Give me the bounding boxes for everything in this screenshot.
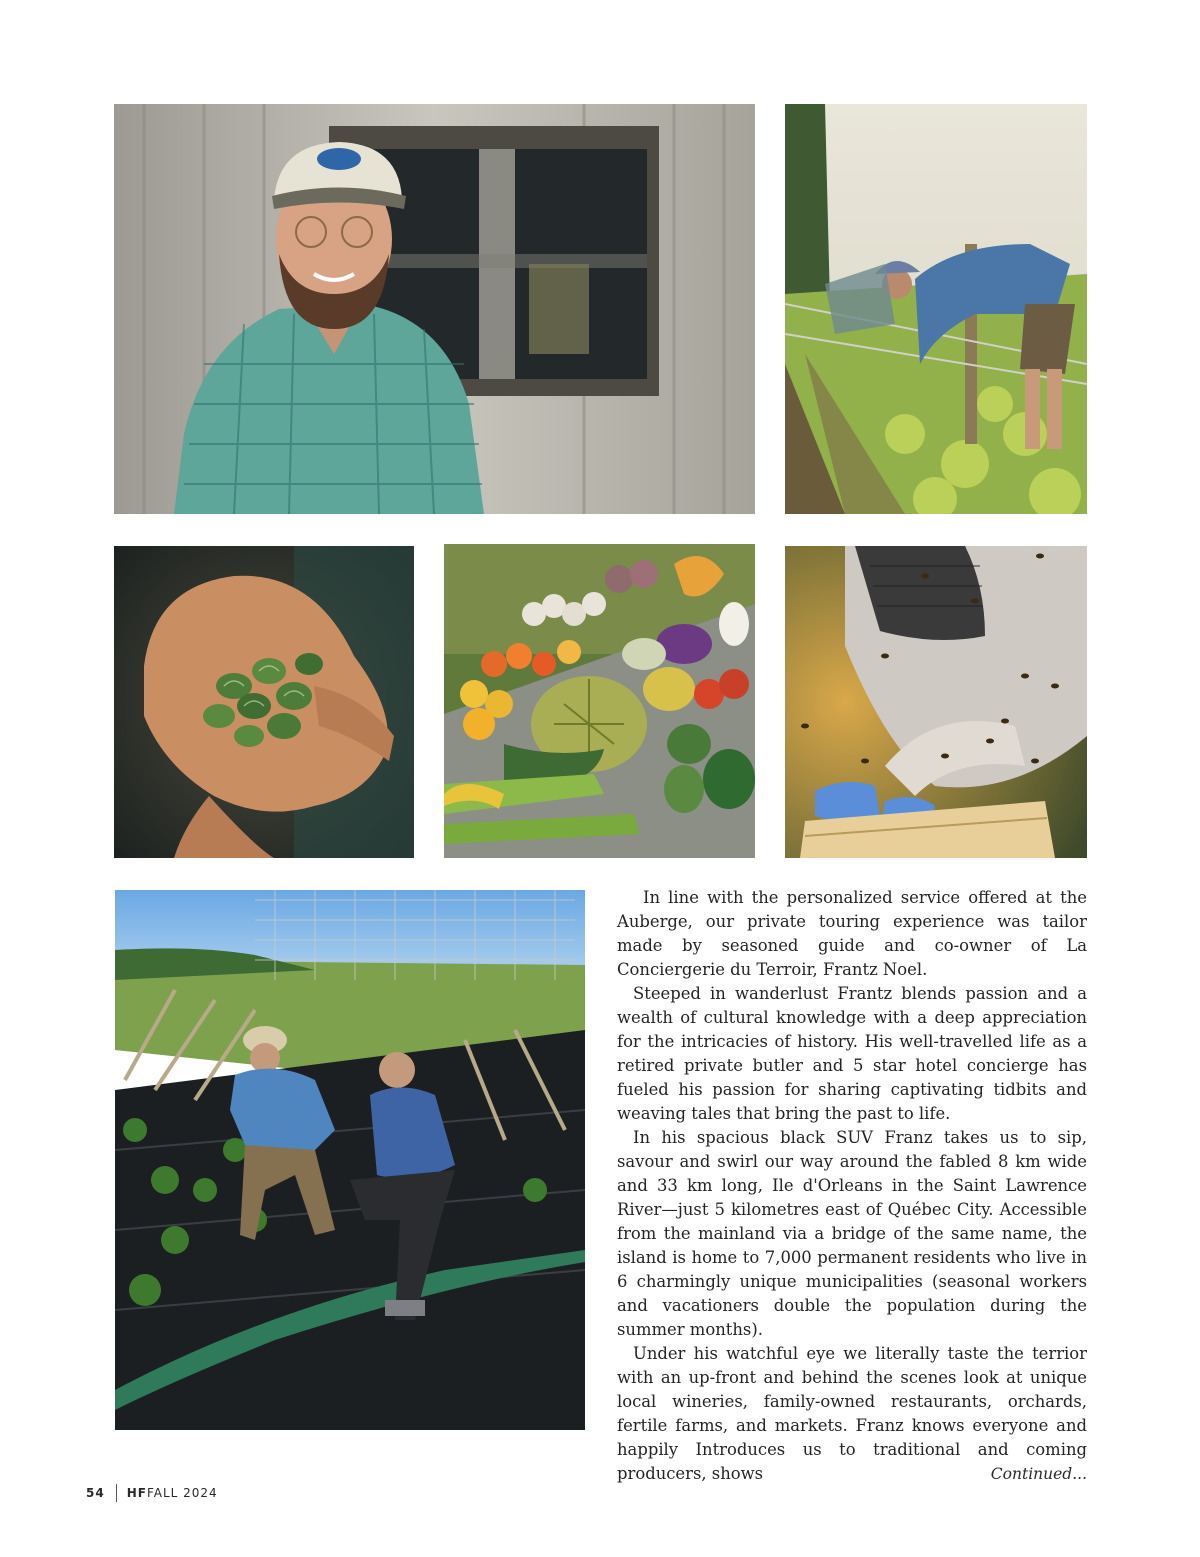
paragraph: In line with the personalized service offered at the Auberge, our private touring experience was tailor made by seasoned guide and co-owner of La Conciergerie du Terroir, Frantz Noel. bbox=[617, 888, 1087, 979]
photo-cucamelons-in-hand bbox=[114, 546, 414, 858]
paragraph: Steeped in wanderlust Frantz blends passion and a wealth of cultural knowledge with a deep appreciation for the intricacies of history. His well-travelled life as a retired private butler and 5 star hotel concierge has fueled his passion for sharing captivating tidbits and weaving tales that bring the past to life. bbox=[617, 984, 1087, 1123]
paragraph: Under his watchful eye we literally taste the terrior with an up-front and behind the scenes look at unique local wineries, family-owned restaurants, orchards, fertile farms, and markets. Franz knows everyone and happily Introduces us to traditional and coming producers, shows bbox=[617, 1344, 1087, 1483]
paragraph: In his spacious black SUV Franz takes us to sip, savour and swirl our way around the fabled 8 km wide and 33 km long, Ile d'Orleans in the Saint Lawrence River—just 5 kilometres east of Québec City. Accessible from the mainland via a bridge of the same name, the island is home to 7,000 permanent residents who live in 6 charmingly unique municipalities (seasonal workers and vacationers double the population during the summer months). bbox=[617, 1128, 1087, 1339]
article-body bbox=[617, 886, 1087, 1486]
issue-label: FALL 2024 bbox=[146, 1486, 218, 1500]
magazine-brand: HF bbox=[126, 1486, 147, 1500]
photo-farm-visit bbox=[115, 890, 585, 1430]
folio-divider bbox=[116, 1484, 117, 1502]
photo-farmer-portrait bbox=[114, 104, 755, 514]
photo-workers-in-field bbox=[785, 104, 1087, 514]
photo-beekeeper bbox=[785, 546, 1087, 858]
page-number: 54 bbox=[86, 1486, 105, 1500]
folio bbox=[86, 1484, 218, 1502]
photo-harvest-vegetables bbox=[444, 544, 755, 858]
continued-label: Continued... bbox=[990, 1465, 1087, 1483]
